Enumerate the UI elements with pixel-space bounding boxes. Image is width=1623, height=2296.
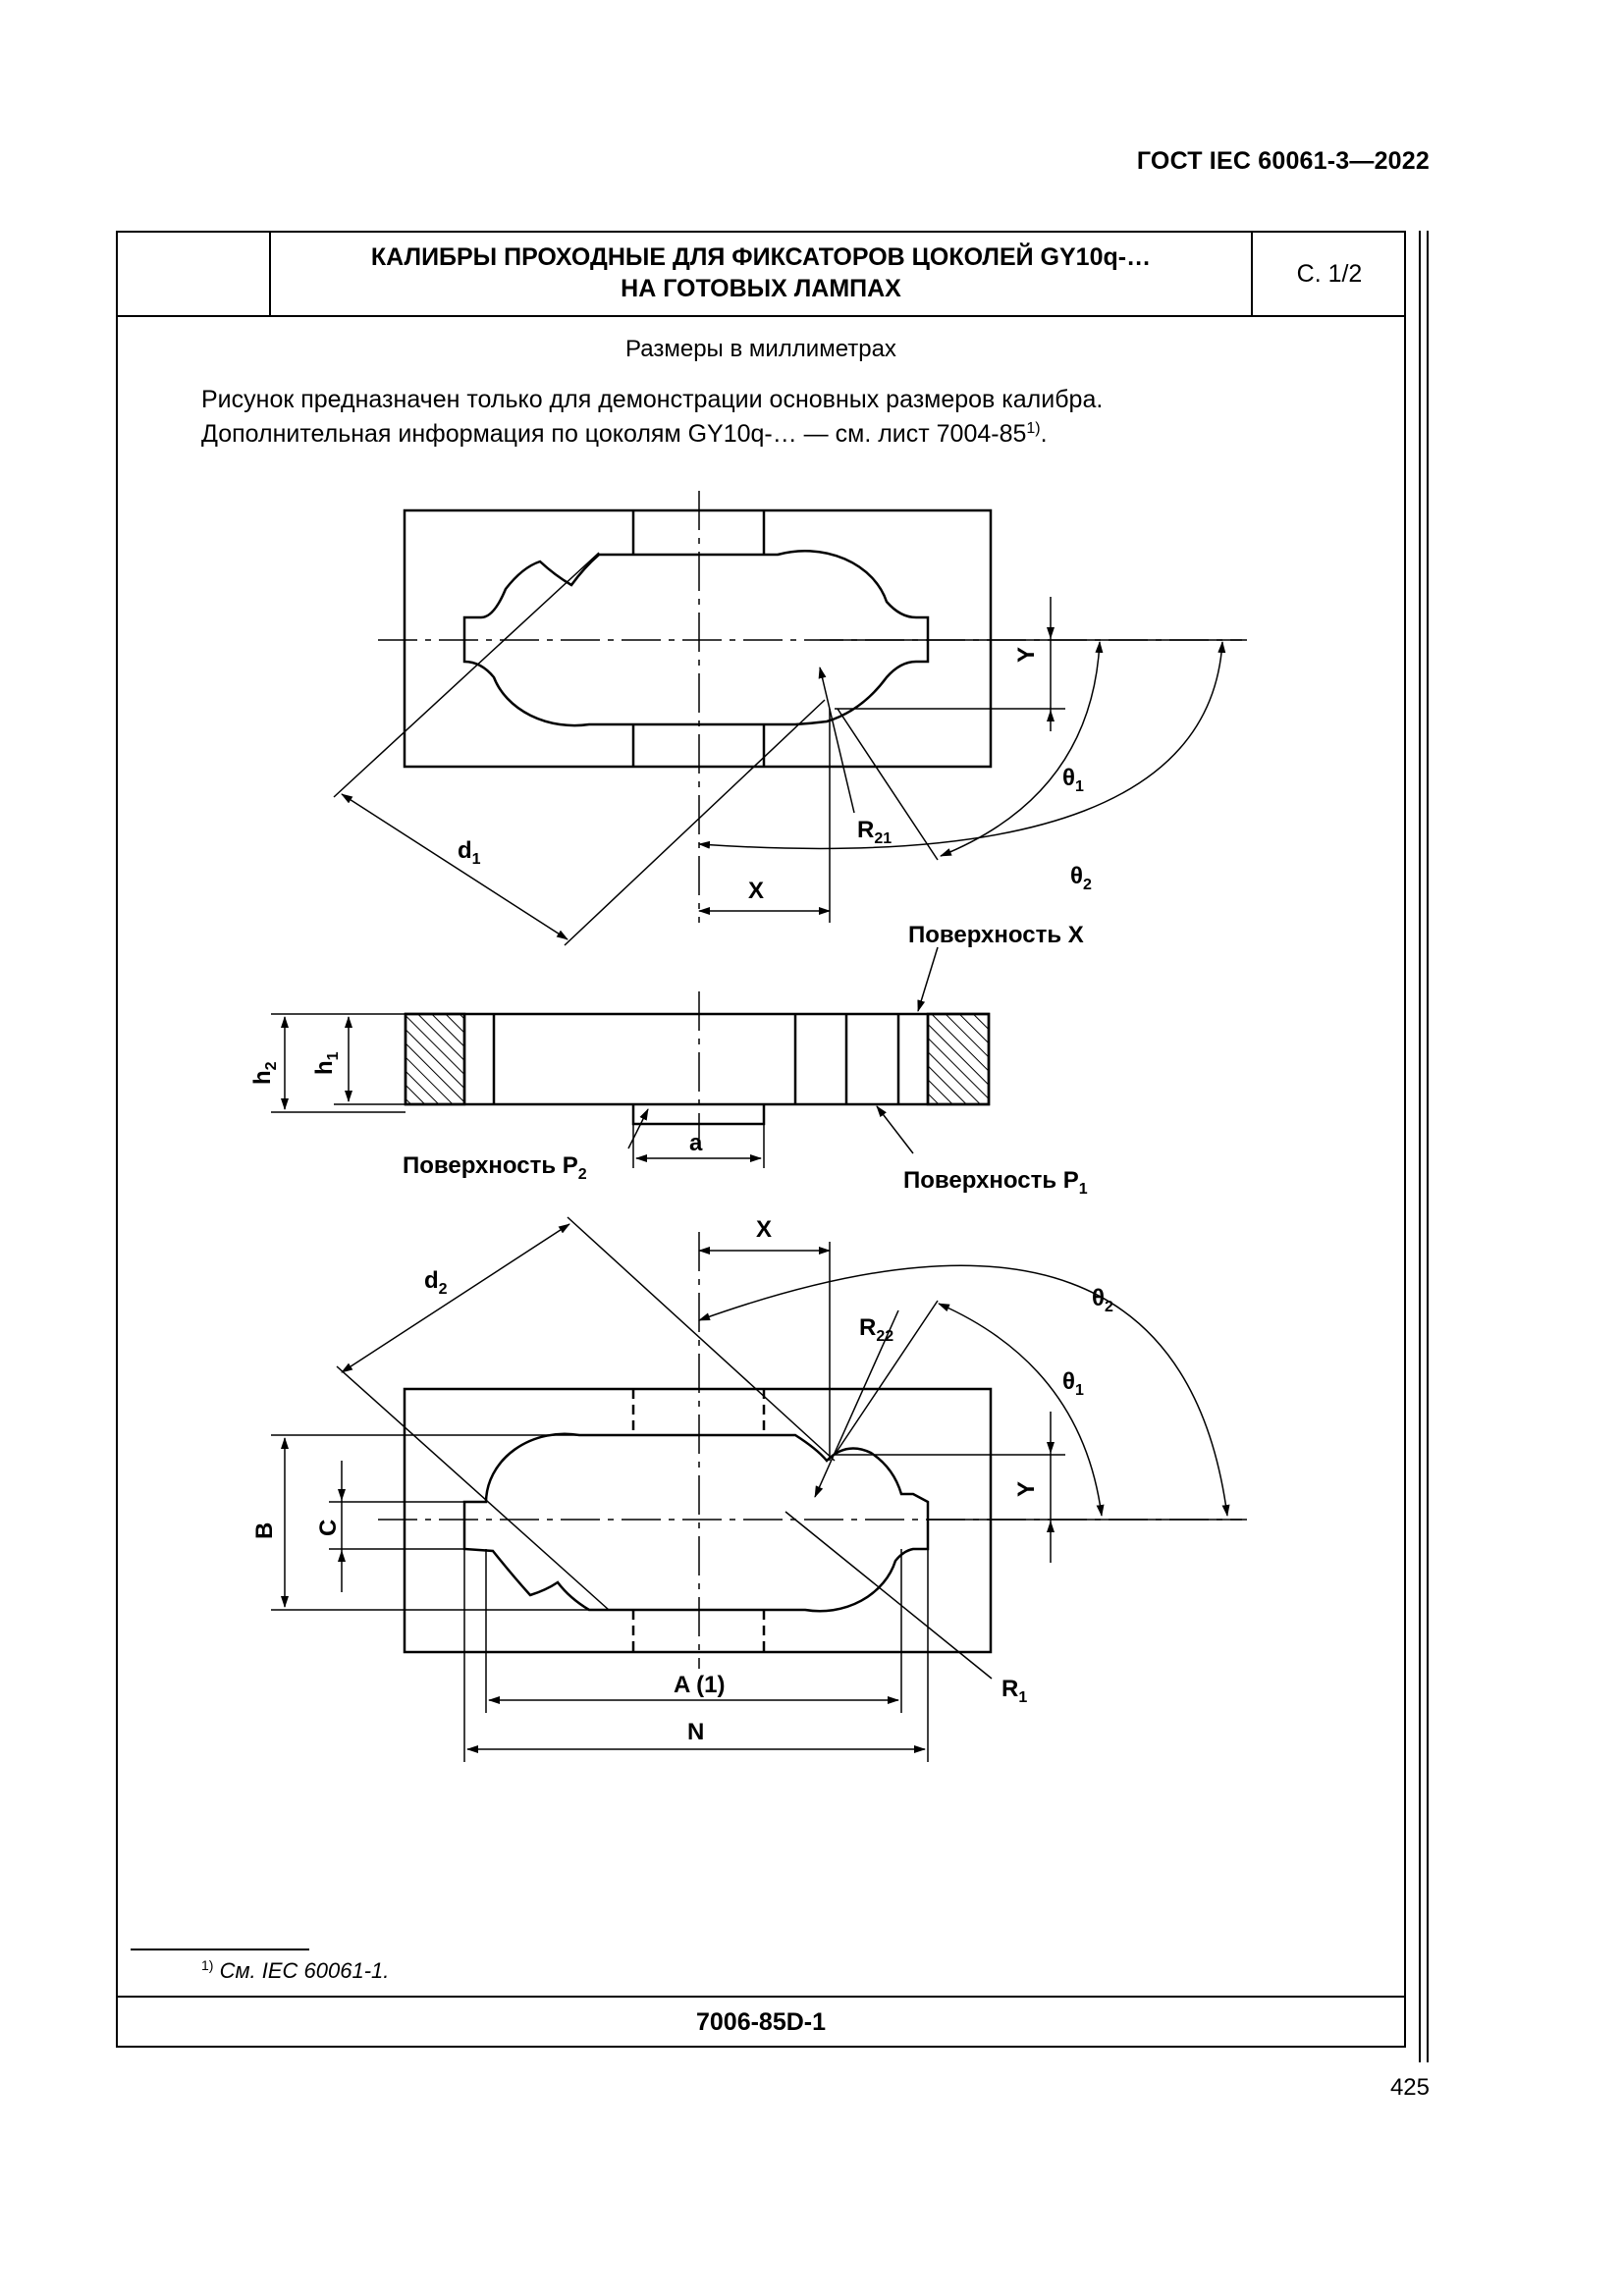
bottom-d2-dim — [342, 1224, 569, 1372]
footnote — [201, 1958, 389, 1984]
bottom-d2-label: $d_2$ — [424, 1267, 448, 1298]
intro-line-1: Рисунок предназначен только для демонстрации основных размеров калибра. — [201, 386, 1104, 413]
section-h1-label: $h_1$ — [311, 1051, 342, 1075]
top-d1-dim — [342, 794, 568, 939]
bottom-r22-label: $R_{22}$ — [859, 1314, 894, 1345]
bottom-view-outline — [405, 1389, 991, 1652]
bottom-view-labels — [251, 1216, 1113, 1745]
bottom-keyhole-contour — [464, 1434, 928, 1611]
sheet-number: С. 1/2 — [1296, 259, 1363, 288]
bottom-r1-leader — [785, 1512, 992, 1679]
bottom-x-label: X — [756, 1216, 773, 1243]
top-r21-label: $R_{21}$ — [857, 817, 893, 847]
footnote-rule — [131, 1949, 309, 1950]
sheet-code: 7006-85D-1 — [695, 2007, 827, 2036]
surface-p2-label: Поверхность $P_2$ — [403, 1152, 587, 1183]
intro-line-2-text: Дополнительная информация по цоколям GY10q-… — см. лист 7004-85 — [201, 420, 1027, 448]
top-d1-ext-2 — [565, 700, 825, 945]
section-h2-label: $h_2$ — [249, 1061, 280, 1085]
top-theta1-arc — [941, 642, 1100, 856]
bottom-a1-label: A (1) — [674, 1672, 726, 1698]
bottom-c-label: C — [315, 1519, 342, 1536]
bottom-y-label: Y — [1013, 1480, 1040, 1497]
section-a-label: a — [689, 1130, 703, 1156]
page-number: 425 — [1389, 2074, 1430, 2101]
top-r21-leader — [820, 667, 854, 813]
dimensions-note: Размеры в миллиметрах — [625, 336, 896, 362]
surface-p2-leader — [628, 1109, 648, 1148]
footnote-text: См. IEC 60061-1. — [219, 1958, 390, 1983]
footnote-marker: 1) — [201, 1957, 214, 1973]
bottom-theta2-label: $\theta_2$ — [1092, 1285, 1113, 1315]
top-d1-label: $d_1$ — [458, 837, 481, 868]
top-view-labels — [458, 647, 1092, 904]
top-keyhole-contour — [464, 551, 928, 725]
top-theta1-label: $\theta_1$ — [1062, 765, 1084, 795]
surface-x-leader — [918, 947, 938, 1011]
bottom-d2-ext-1 — [568, 1217, 835, 1461]
bottom-b-label: B — [251, 1522, 278, 1539]
surface-x-label: Поверхность X — [908, 922, 1084, 948]
top-view-outline — [405, 510, 991, 767]
sheet-title-line2: НА ГОТОВЫХ ЛАМПАХ — [621, 275, 901, 302]
document-code: ГОСТ IEC 60061-3—2022 — [1136, 147, 1430, 175]
bottom-n-label: N — [687, 1719, 705, 1745]
top-d1-ext-1 — [334, 553, 599, 797]
section-hatch-right — [928, 1014, 989, 1104]
top-y-label: Y — [1013, 646, 1040, 663]
surface-p1-label: Поверхность $P_1$ — [903, 1167, 1088, 1198]
top-view — [334, 491, 1247, 945]
bottom-theta1-label: $\theta_1$ — [1062, 1368, 1084, 1399]
bottom-r1-label: $R_1$ — [1001, 1676, 1028, 1706]
surface-p1-leader — [877, 1106, 913, 1153]
intro-line-2-end: . — [1040, 420, 1048, 448]
bottom-theta2-arc — [699, 1265, 1227, 1516]
section-hatch-left — [406, 1014, 464, 1104]
top-theta2-label: $\theta_2$ — [1070, 863, 1092, 893]
bottom-d2-ext-2 — [337, 1366, 609, 1610]
bottom-angle-leg — [835, 1301, 938, 1455]
top-x-label: X — [748, 878, 765, 904]
intro-footnote-ref: 1) — [1026, 420, 1041, 437]
sheet-title-line1: КАЛИБРЫ ПРОХОДНЫЕ ДЛЯ ФИКСАТОРОВ ЦОКОЛЕЙ GY10q-… — [370, 243, 1152, 271]
section-view — [271, 947, 989, 1168]
